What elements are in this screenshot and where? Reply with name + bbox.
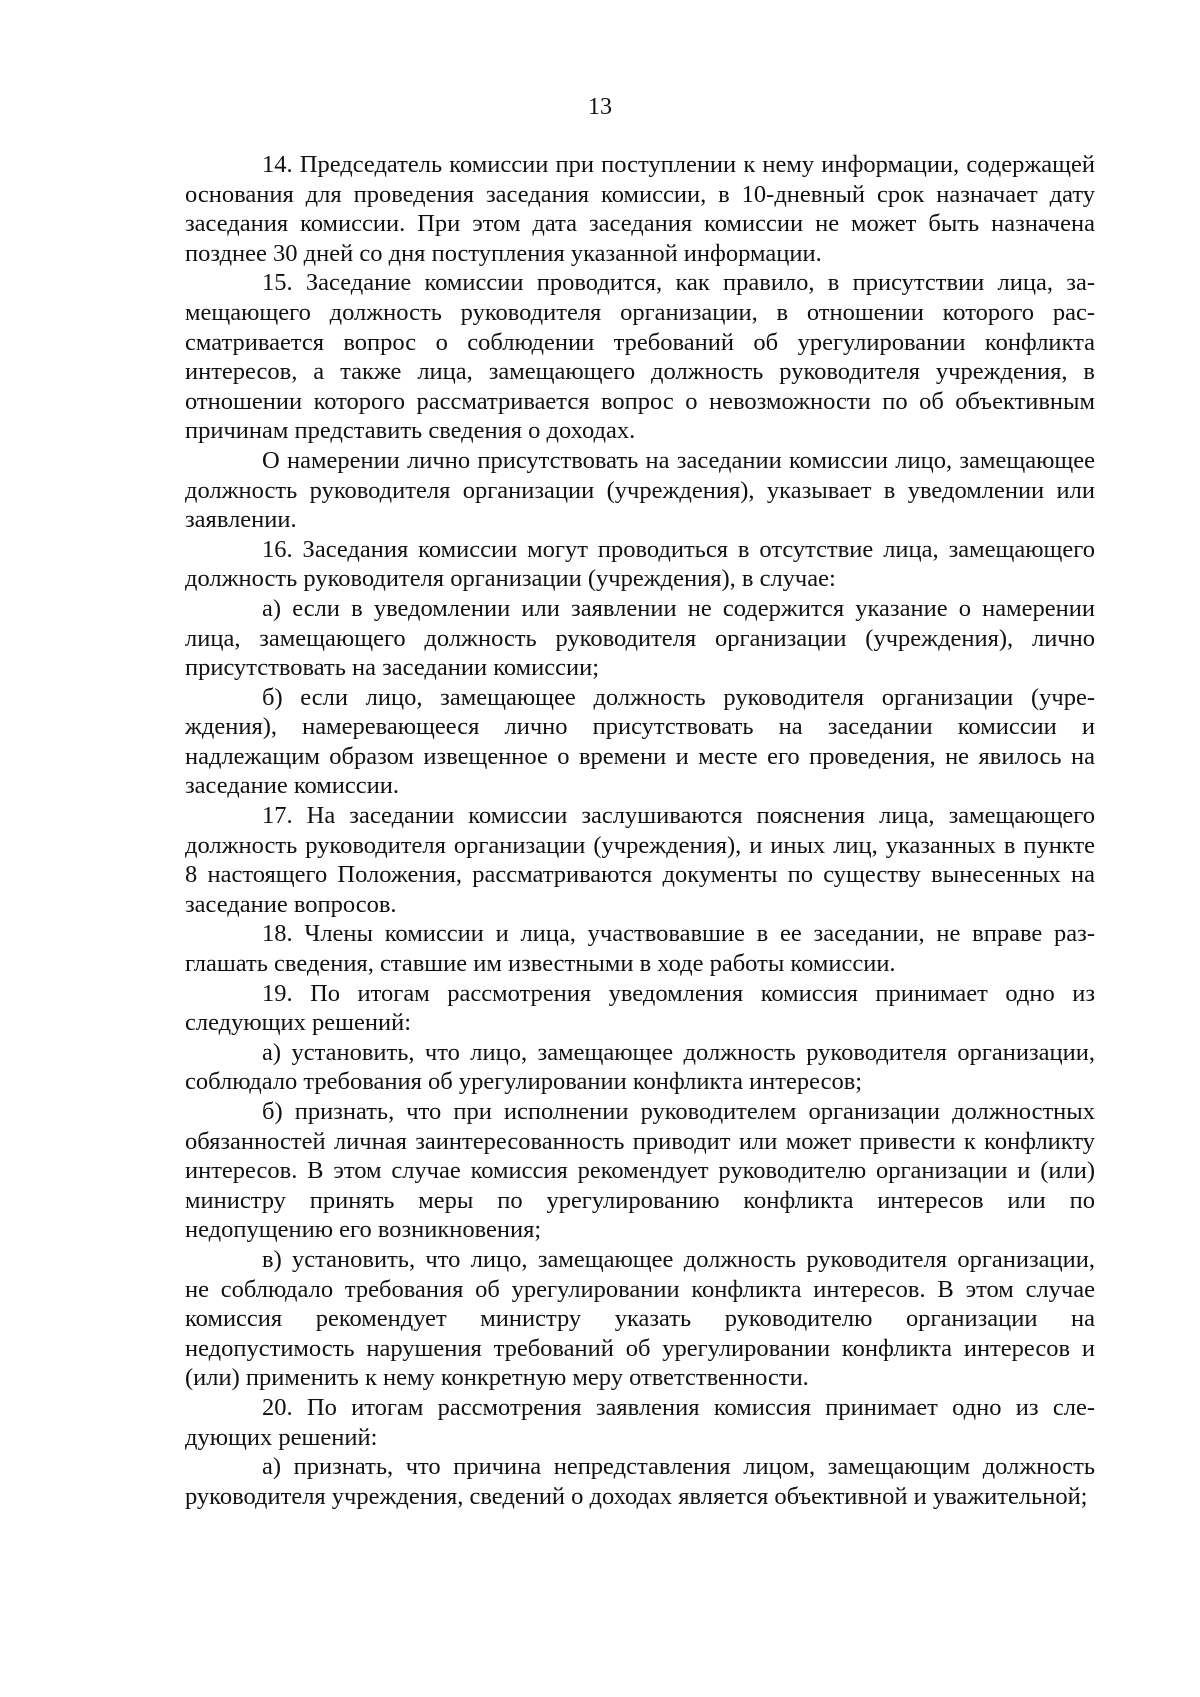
paragraph-16: 16. Заседания комиссии могут проводиться в отсутствие лица, замещающего должность руководителя организации (учреждения), в случае: [185, 535, 1095, 593]
paragraph-16-a: а) если в уведомлении или заявлении не содержится указание о намерении лица, замещающего должность руководителя организации (учреждения), лично присутствовать на заседании комиссии; [185, 594, 1095, 682]
paragraph-19: 19. По итогам рассмотрения уведомления комиссия принимает одно из следующих решений: [185, 979, 1095, 1037]
paragraph-16-b: б) если лицо, замещающее должность руководителя организации (учреждения), намеревающееся лично присутствовать на заседании комиссии и надлежащим образом извещенное о времени и месте его проведения, не явилось на заседание комиссии. [185, 683, 1095, 800]
document-body [185, 150, 1095, 1511]
paragraph-19-v: в) установить, что лицо, замещающее должность руководителя организации, не соблюдало требования об урегулировании конфликта интересов. В этом случае комиссия рекомендует министру указать руководителю организации на недопустимость нарушения требований об урегулировании конфликта интересов и (или) применить к нему конкретную меру ответственности. [185, 1245, 1095, 1392]
paragraph-15-notice: О намерении лично присутствовать на заседании комиссии лицо, замещающее должность руководителя организации (учреждения), указывает в уведомлении или заявлении. [185, 446, 1095, 534]
paragraph-20-a: а) признать, что причина непредставления лицом, замещающим должность руководителя учреждения, сведений о доходах является объективной и уважительной; [185, 1453, 1095, 1510]
page-number: 13 [588, 94, 612, 120]
paragraph-14: 14. Председатель комиссии при поступлении к нему информации, содержащей основания для проведения заседания комиссии, в 10-дневный срок назначает дату заседания комиссии. При этом дата заседания комиссии не может быть назначена позднее 30 дней со дня поступления указанной информации. [185, 151, 1095, 267]
paragraph-20: 20. По итогам рассмотрения заявления комиссия принимает одно из следующих решений: [185, 1393, 1095, 1451]
paragraph-17: 17. На заседании комиссии заслушиваются пояснения лица, замещающего должность руководителя организации (учреждения), и иных лиц, указанных в пункте 8 настоящего Положения, рассматриваются документы по существу вынесенных на заседание вопросов. [185, 802, 1095, 918]
paragraph-19-b: б) признать, что при исполнении руководителем организации должностных обязанностей личная заинтересованность приводит или может привести к конфликту интересов. В этом случае комиссия рекомендует руководителю организации и (или) министру принять меры по урегулированию конфликта интересов или по недопущению его возникновения; [185, 1098, 1095, 1244]
paragraph-18: 18. Члены комиссии и лица, участвовавшие в ее заседании, не вправе разглашать сведения, ставшие им известными в ходе работы комиссии. [185, 920, 1095, 978]
paragraph-19-a: а) установить, что лицо, замещающее должность руководителя организации, соблюдало требования об урегулировании конфликта интересов; [185, 1038, 1095, 1096]
paragraph-15: 15. Заседание комиссии проводится, как правило, в присутствии лица, замещающего должность руководителя организации, в отношении которого рассматривается вопрос о соблюдении требований об урегулировании конфликта интересов, а также лица, замещающего должность руководителя учреждения, в отношении которого рассматривается вопрос о невозможности по об объективным причинам представить сведения о доходах. [185, 269, 1095, 445]
